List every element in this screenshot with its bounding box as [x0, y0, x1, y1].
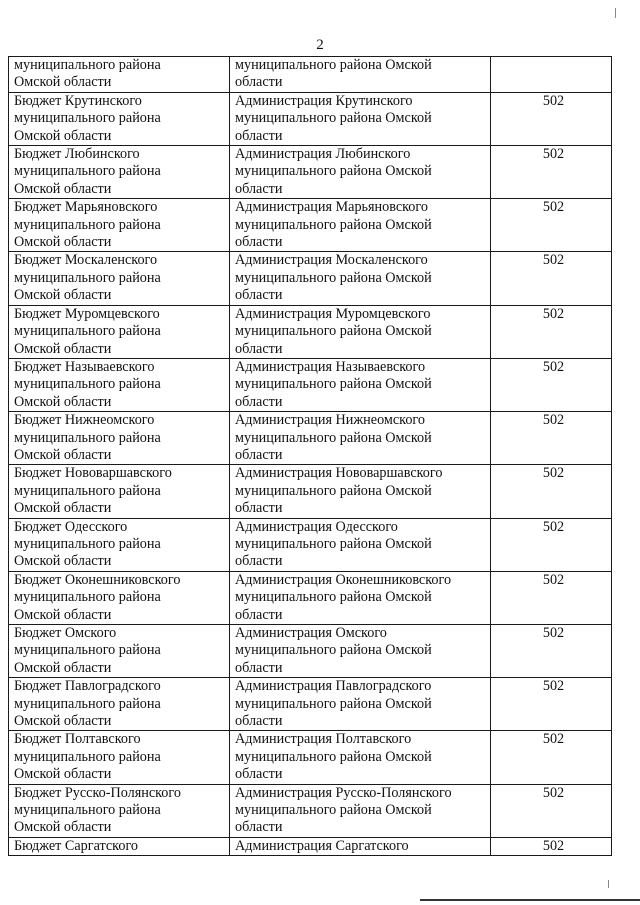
budget-text: Бюджет Нижнеомского муниципального района Омской области	[14, 412, 161, 463]
admin-text: Администрация Нижнеомского муниципального района Омской области	[235, 412, 432, 463]
admin-cell	[230, 678, 491, 731]
code-cell	[491, 518, 612, 571]
budget-cell	[9, 625, 230, 678]
page-number: 2	[316, 37, 324, 53]
admin-cell	[230, 252, 491, 305]
admin-text: Администрация Называевского муниципального района Омской области	[235, 358, 432, 410]
budget-text: Бюджет Нововаршавского муниципального района Омской области	[14, 465, 172, 517]
code-text: 502	[542, 146, 565, 163]
code-cell	[491, 571, 612, 624]
admin-cell	[230, 146, 491, 199]
budget-text: Бюджет Москаленского муниципального района Омской области	[14, 252, 161, 304]
code-cell	[491, 146, 612, 199]
admin-cell	[230, 784, 491, 837]
budget-cell	[9, 199, 230, 252]
budget-text: Бюджет Крутинского муниципального района Омской области	[14, 92, 161, 144]
admin-cell	[230, 57, 491, 93]
code-text: 502	[542, 465, 565, 482]
admin-text: Администрация Одесского муниципального района Омской области	[235, 518, 432, 570]
admin-text: Администрация Любинского муниципального района Омской области	[235, 146, 432, 197]
admin-cell	[230, 305, 491, 358]
table-row-continued	[9, 57, 612, 93]
budget-text: Бюджет Одесского муниципального района Омской области	[14, 518, 161, 570]
table-row	[9, 146, 612, 199]
table-row	[9, 625, 612, 678]
table-row	[9, 92, 612, 145]
budget-text: Бюджет Павлоградского муниципального района Омской области	[14, 678, 161, 730]
admin-text: Администрация Полтавского муниципального района Омской области	[235, 731, 432, 783]
admin-cell	[230, 465, 491, 518]
code-text: 502	[542, 784, 565, 801]
admin-cell	[230, 199, 491, 252]
admin-cell	[230, 518, 491, 571]
table-row	[9, 571, 612, 624]
scan-edge-mark	[615, 8, 616, 18]
admin-text: Администрация Саргатского	[235, 837, 409, 854]
admin-cell	[230, 625, 491, 678]
admin-text: Администрация Крутинского муниципального района Омской области	[235, 92, 432, 144]
budget-cell	[9, 678, 230, 731]
budget-cell	[9, 518, 230, 571]
budget-text: Бюджет Муромцевского муниципального района Омской области	[14, 305, 161, 357]
code-text: 502	[542, 571, 565, 588]
budget-cell	[9, 571, 230, 624]
admin-cell	[230, 358, 491, 411]
budget-text: Бюджет Оконешниковского муниципального района Омской области	[14, 571, 181, 623]
code-cell	[491, 784, 612, 837]
budget-cell	[9, 784, 230, 837]
admin-text: муниципального района Омской области	[235, 57, 432, 91]
code-cell	[491, 57, 612, 93]
budget-text: Бюджет Омского муниципального района Омской области	[14, 625, 161, 676]
table-row	[9, 731, 612, 784]
code-cell	[491, 678, 612, 731]
scan-edge-mark	[608, 880, 609, 888]
budget-text: Бюджет Любинского муниципального района Омской области	[14, 146, 161, 197]
admin-cell	[230, 837, 491, 855]
budget-cell	[9, 837, 230, 855]
admin-text: Администрация Москаленского муниципального района Омской области	[235, 252, 432, 304]
admin-text: Администрация Оконешниковского муниципального района Омской области	[235, 571, 452, 623]
code-text: 502	[542, 305, 565, 322]
budget-text: Бюджет Называевского муниципального района Омской области	[14, 358, 161, 410]
table-row	[9, 199, 612, 252]
admin-text: Администрация Нововаршавского муниципального района Омской области	[235, 465, 443, 517]
admin-text: Администрация Муромцевского муниципального района Омской области	[235, 305, 432, 357]
code-cell	[491, 252, 612, 305]
code-cell	[491, 731, 612, 784]
budget-text: муниципального района Омской области	[14, 57, 161, 91]
code-cell	[491, 465, 612, 518]
table-row	[9, 358, 612, 411]
admin-cell	[230, 731, 491, 784]
budget-text: Бюджет Саргатского	[14, 837, 139, 854]
budget-text: Бюджет Русско-Полянского муниципального района Омской области	[14, 784, 181, 836]
code-text: 502	[542, 199, 565, 216]
code-text: 502	[542, 678, 565, 695]
admin-text: Администрация Марьяновского муниципального района Омской области	[235, 199, 432, 251]
admin-cell	[230, 412, 491, 465]
code-text: 502	[542, 92, 565, 109]
code-cell	[491, 358, 612, 411]
table-row	[9, 518, 612, 571]
budget-text: Бюджет Марьяновского муниципального района Омской области	[14, 199, 161, 251]
admin-text: Администрация Омского муниципального района Омской области	[235, 625, 432, 676]
budget-text: Бюджет Полтавского муниципального района Омской области	[14, 731, 161, 783]
code-cell	[491, 199, 612, 252]
table-row	[9, 252, 612, 305]
code-text: 502	[542, 837, 565, 854]
code-text: 502	[542, 252, 565, 269]
code-text: 502	[542, 358, 565, 375]
table-row	[9, 465, 612, 518]
budget-cell	[9, 305, 230, 358]
scan-bottom-line	[420, 899, 640, 901]
admin-cell	[230, 571, 491, 624]
table-body	[9, 57, 612, 856]
code-cell	[491, 837, 612, 855]
code-text: 502	[542, 518, 565, 535]
budget-cell	[9, 358, 230, 411]
budget-cell	[9, 57, 230, 93]
table-row	[9, 678, 612, 731]
admin-text: Администрация Русско-Полянского муниципального района Омской области	[235, 784, 452, 836]
code-cell	[491, 305, 612, 358]
budget-cell	[9, 92, 230, 145]
table-row	[9, 784, 612, 837]
admin-text: Администрация Павлоградского муниципального района Омской области	[235, 678, 432, 730]
code-cell	[491, 92, 612, 145]
budget-admin-table	[8, 56, 612, 856]
admin-cell	[230, 92, 491, 145]
code-text: 502	[542, 412, 565, 429]
budget-cell	[9, 731, 230, 784]
code-text: 502	[542, 625, 565, 641]
code-cell	[491, 412, 612, 465]
budget-cell	[9, 412, 230, 465]
code-text: 502	[542, 731, 565, 748]
table-row	[9, 412, 612, 465]
table-row	[9, 305, 612, 358]
code-cell	[491, 625, 612, 678]
budget-cell	[9, 465, 230, 518]
budget-cell	[9, 146, 230, 199]
budget-cell	[9, 252, 230, 305]
table-row-partial	[9, 837, 612, 855]
